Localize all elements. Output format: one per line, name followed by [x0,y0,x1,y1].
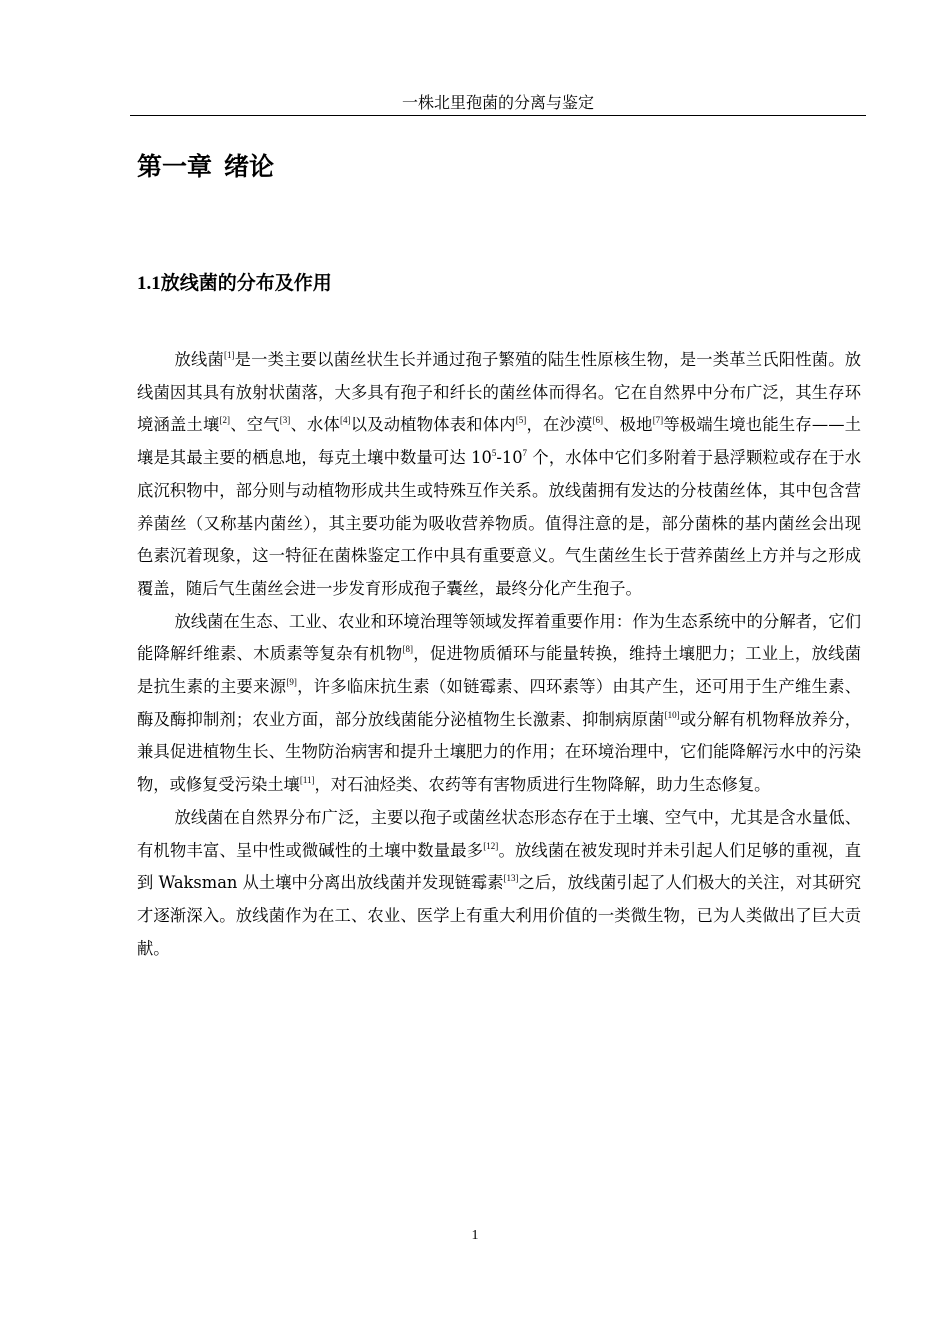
citation: [12] [483,840,499,851]
citation: [8] [402,644,413,655]
text-run: 放线菌 [174,350,224,369]
text-run: ，促进物质循环与能量转换，维持土壤肥力；工业上，放线菌是抗生素的主要来源 [137,644,861,697]
chapter-number: 第一章 [137,152,213,181]
paragraph-2 [137,606,861,802]
citation: [4] [339,415,351,426]
chapter-title: 绪论 [224,152,275,181]
citation: [10] [664,709,680,720]
text-run: 以及动植物体表和体内 [350,415,516,435]
body-text [137,344,861,965]
exponent: 5 [491,448,497,459]
running-header: 一株北里孢菌的分离与鉴定 [401,93,594,112]
citation: [7] [652,415,664,426]
citation: [9] [286,677,297,688]
text-run: ，在沙漠 [526,415,593,435]
chapter-heading [137,150,274,184]
text-run: 。放线菌在被发现时并未引起人们足够的重视，直到 Waksman 从土壤中分离出放线菌并发现链霉素 [137,840,861,893]
citation: [5] [515,415,527,426]
text-run: -10 [496,448,523,468]
text-run: 放线菌在自然界分布广泛，主要以孢子或菌丝状态形态存在于土壤、空气中，尤其是含水量低、有机物丰富、呈中性或微碱性的土壤中数量最多 [137,807,861,860]
text-run: 、空气 [230,415,280,435]
text-run: 是一类主要以菌丝状生长并通过孢子繁殖的陆生性原核生物，是一类革兰氏阳性菌。放线菌因其具有放射状菌落，大多具有孢子和纤长的菌丝体而得名。它在自然界中分布广泛，其生存环境涵盖土壤 [137,350,861,435]
exponent: 7 [522,448,528,459]
citation: [2] [219,415,231,426]
paragraph-3 [137,802,861,966]
text-run: 放线菌在生态、工业、农业和环境治理等领域发挥着重要作用：作为生态系统中的分解者，它们能降解纤维素、木质素等复杂有机物 [137,611,861,664]
section-heading [137,269,332,298]
section-number: 1.1 [137,273,161,294]
text-run: 个，水体中它们多附着于悬浮颗粒或存在于水底沉积物中，部分则与动植物形成共生或特殊互作关系。放线菌拥有发达的分枝菌丝体，其中包含营养菌丝（又称基内菌丝），其主要功能为吸收营养物质。值得注意的是，部分菌株的基内菌丝会出现色素沉着现象，这一特征在菌株鉴定工作中具有重要意义。气生菌丝生长于营养菌丝上方并与之形成覆盖，随后气生菌丝会进一步发育形成孢子囊丝，最终分化产生孢子。 [137,448,861,598]
header-rule [130,115,866,116]
page-number: 1 [471,1228,479,1243]
citation: [6] [592,415,603,426]
text-run: ，许多临床抗生素（如链霉素、四环素等）由其产生，还可用于生产维生素、酶及酶抑制剂；农业方面，部分放线菌能分泌植物生长激素、抑制病原菌 [137,677,861,729]
citation: [13] [503,873,519,884]
text-run: 或分解有机物释放养分，兼具促进植物生长、生物防治病害和提升土壤肥力的作用；在环境治理中，它们能降解污水中的污染物，或修复受污染土壤 [137,709,861,795]
citation: [1] [223,350,235,360]
citation: [11] [299,775,315,786]
text-run: 、水体 [290,415,340,435]
text-run: 等极端生境也能生存——土壤是其最主要的栖息地，每克土壤中数量可达 10 [137,415,861,468]
text-run: 之后，放线菌引起了人们极大的关注，对其研究才逐渐深入。放线菌作为在工、农业、医学上有重大利用价值的一类微生物，已为人类做出了巨大贡献。 [137,873,861,958]
section-title: 放线菌的分布及作用 [160,272,332,294]
citation: [3] [279,415,291,426]
text-run: ，对石油烃类、农药等有害物质进行生物降解，助力生态修复。 [314,775,771,795]
text-run: 、极地 [602,415,653,435]
paragraph-1 [137,344,861,606]
